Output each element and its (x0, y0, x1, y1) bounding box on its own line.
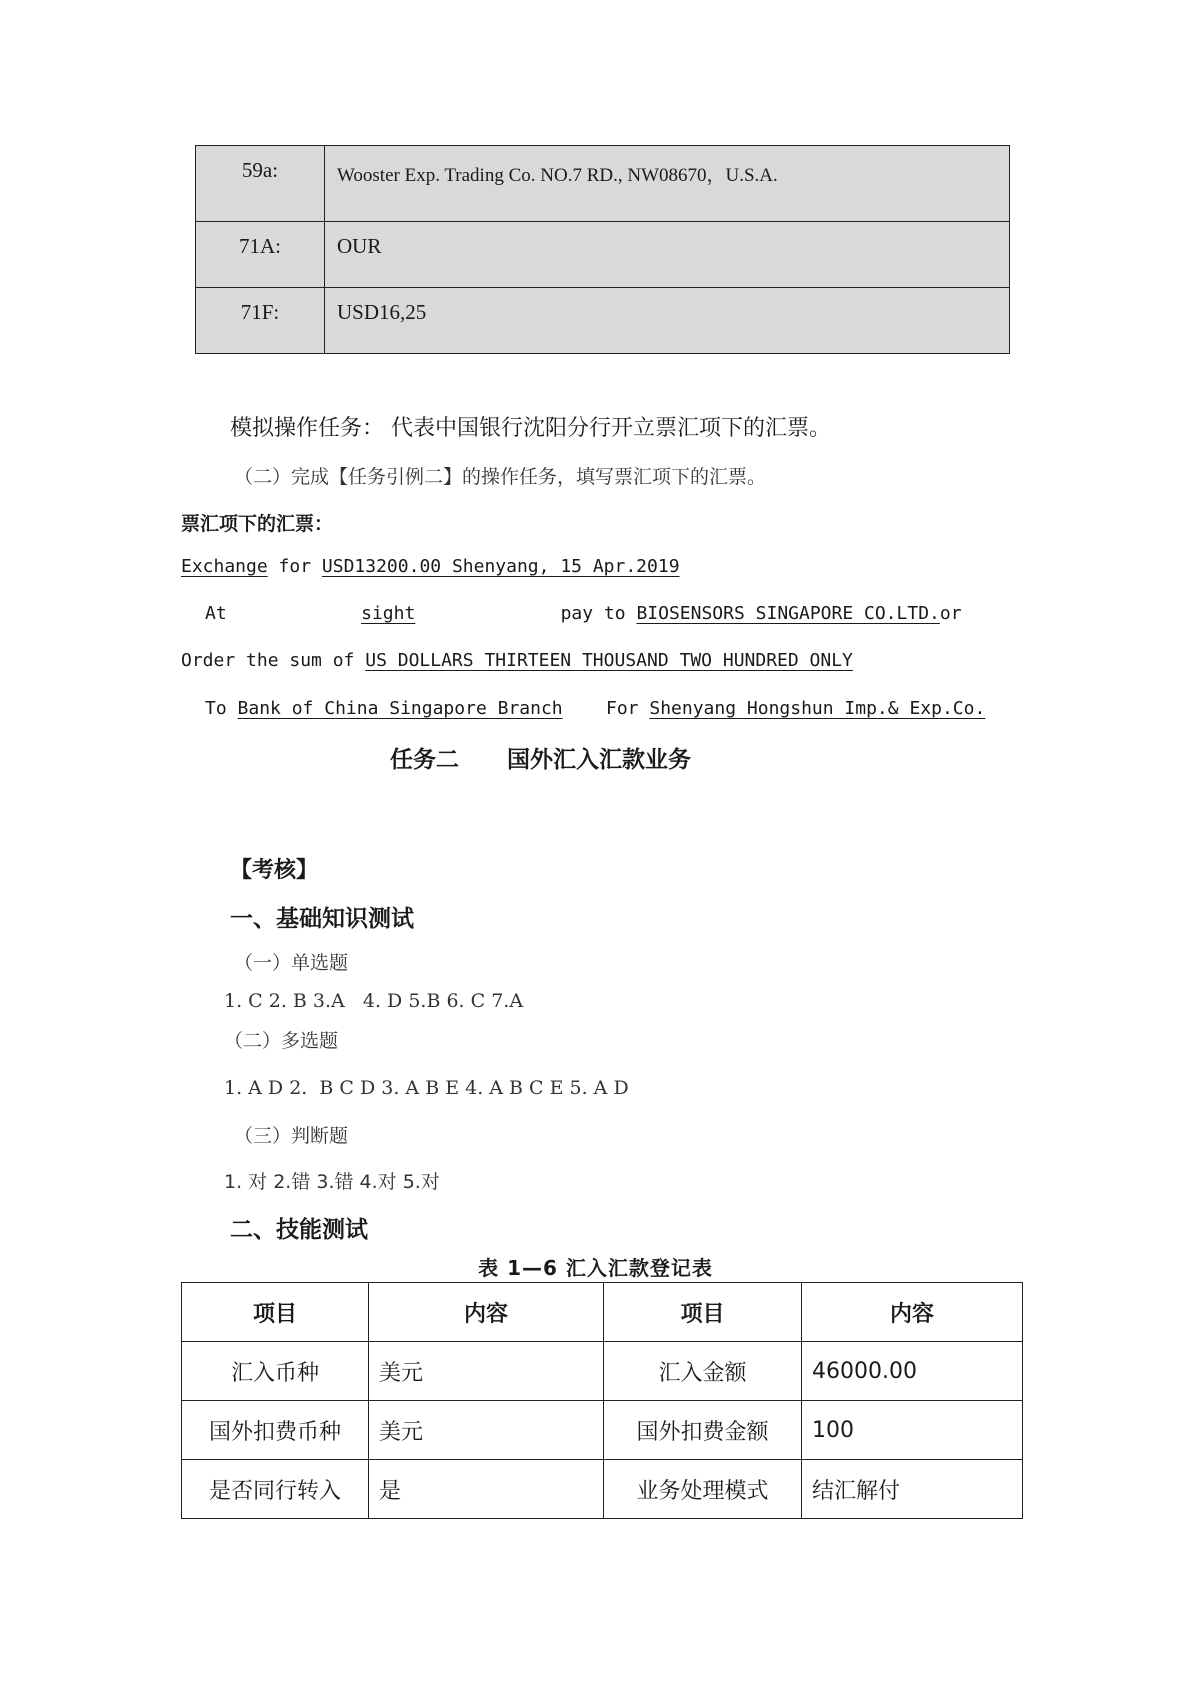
table-cell: 是 (369, 1460, 604, 1519)
pay-to-label: pay to (560, 603, 626, 624)
remittance-register-table (181, 1282, 1023, 1519)
sum-in-words: US DOLLARS THIRTEEN THOUSAND TWO HUNDRED ONLY (365, 650, 853, 671)
for-label: For (606, 698, 639, 719)
draft-heading: 票汇项下的汇票： (181, 513, 334, 535)
table-cell: 国外扣费币种 (182, 1401, 369, 1460)
part2-heading: 二、技能测试 (230, 1217, 368, 1243)
drawee-value: Bank of China Singapore Branch (237, 698, 563, 719)
section-title: 任务二 国外汇入汇款业务 (390, 747, 692, 773)
exam-heading: 【考核】 (230, 858, 319, 883)
table-row (182, 1401, 1023, 1460)
table-cell: 国外扣费金额 (604, 1401, 802, 1460)
table-row (196, 222, 1010, 288)
or-label: or (939, 603, 962, 624)
field-value: USD16,25 (325, 288, 1010, 354)
table-header-row (182, 1283, 1023, 1342)
for-label: for (278, 556, 312, 577)
single-choice-title: （一）单选题 (234, 952, 349, 974)
table-cell: 汇入币种 (182, 1342, 369, 1401)
draft-line-1 (181, 556, 680, 577)
table-cell: 100 (802, 1401, 1023, 1460)
column-header: 项目 (604, 1283, 802, 1342)
field-key: 71F: (196, 288, 325, 354)
multi-choice-answers: 1. A D 2. B C D 3. A B E 4. A B C E 5. A D (224, 1077, 629, 1099)
judge-answers: 1. 对 2.错 3.错 4.对 5.对 (224, 1171, 440, 1193)
task-line: 模拟操作任务： 代表中国银行沈阳分行开立票汇项下的汇票。 (230, 416, 831, 441)
draft-line-2 (205, 603, 962, 624)
drawer-value: Shenyang Hongshun Imp.& Exp.Co. (649, 698, 986, 719)
to-label: To (205, 698, 227, 719)
table-caption: 表 1—6 汇入汇款登记表 (478, 1256, 713, 1280)
sum-label: Order the sum of (181, 650, 355, 671)
table-row (182, 1460, 1023, 1519)
part1-heading: 一、基础知识测试 (230, 906, 414, 932)
instruction-line: （二）完成【任务引例二】的操作任务，填写票汇项下的汇票。 (234, 466, 767, 488)
draft-line-4 (205, 698, 985, 719)
single-choice-answers: 1. C 2. B 3.A 4. D 5.B 6. C 7.A (224, 990, 524, 1012)
field-value: Wooster Exp. Trading Co. NO.7 RD., NW08670，U.S.A. (325, 146, 1010, 222)
table-cell: 是否同行转入 (182, 1460, 369, 1519)
table-cell: 业务处理模式 (604, 1460, 802, 1519)
column-header: 内容 (802, 1283, 1023, 1342)
table-row (196, 146, 1010, 222)
table-row (196, 288, 1010, 354)
column-header: 内容 (369, 1283, 604, 1342)
judge-title: （三）判断题 (234, 1125, 349, 1147)
table-cell: 美元 (369, 1401, 604, 1460)
multi-choice-title: （二）多选题 (224, 1030, 339, 1052)
table-cell: 结汇解付 (802, 1460, 1023, 1519)
payee-value: BIOSENSORS SINGAPORE CO.LTD. (636, 603, 940, 624)
column-header: 项目 (182, 1283, 369, 1342)
at-label: At (205, 603, 227, 624)
tenor-value: sight (361, 603, 416, 624)
table-row (182, 1342, 1023, 1401)
table-cell: 46000.00 (802, 1342, 1023, 1401)
table-cell: 汇入金额 (604, 1342, 802, 1401)
exchange-label: Exchange (181, 556, 268, 577)
field-key: 59a: (196, 146, 325, 222)
exchange-amount-date: USD13200.00 Shenyang, 15 Apr.2019 (321, 556, 680, 577)
field-key: 71A: (196, 222, 325, 288)
draft-line-3 (181, 650, 853, 671)
table-cell: 美元 (369, 1342, 604, 1401)
field-value: OUR (325, 222, 1010, 288)
swift-fields-table (195, 145, 1010, 354)
